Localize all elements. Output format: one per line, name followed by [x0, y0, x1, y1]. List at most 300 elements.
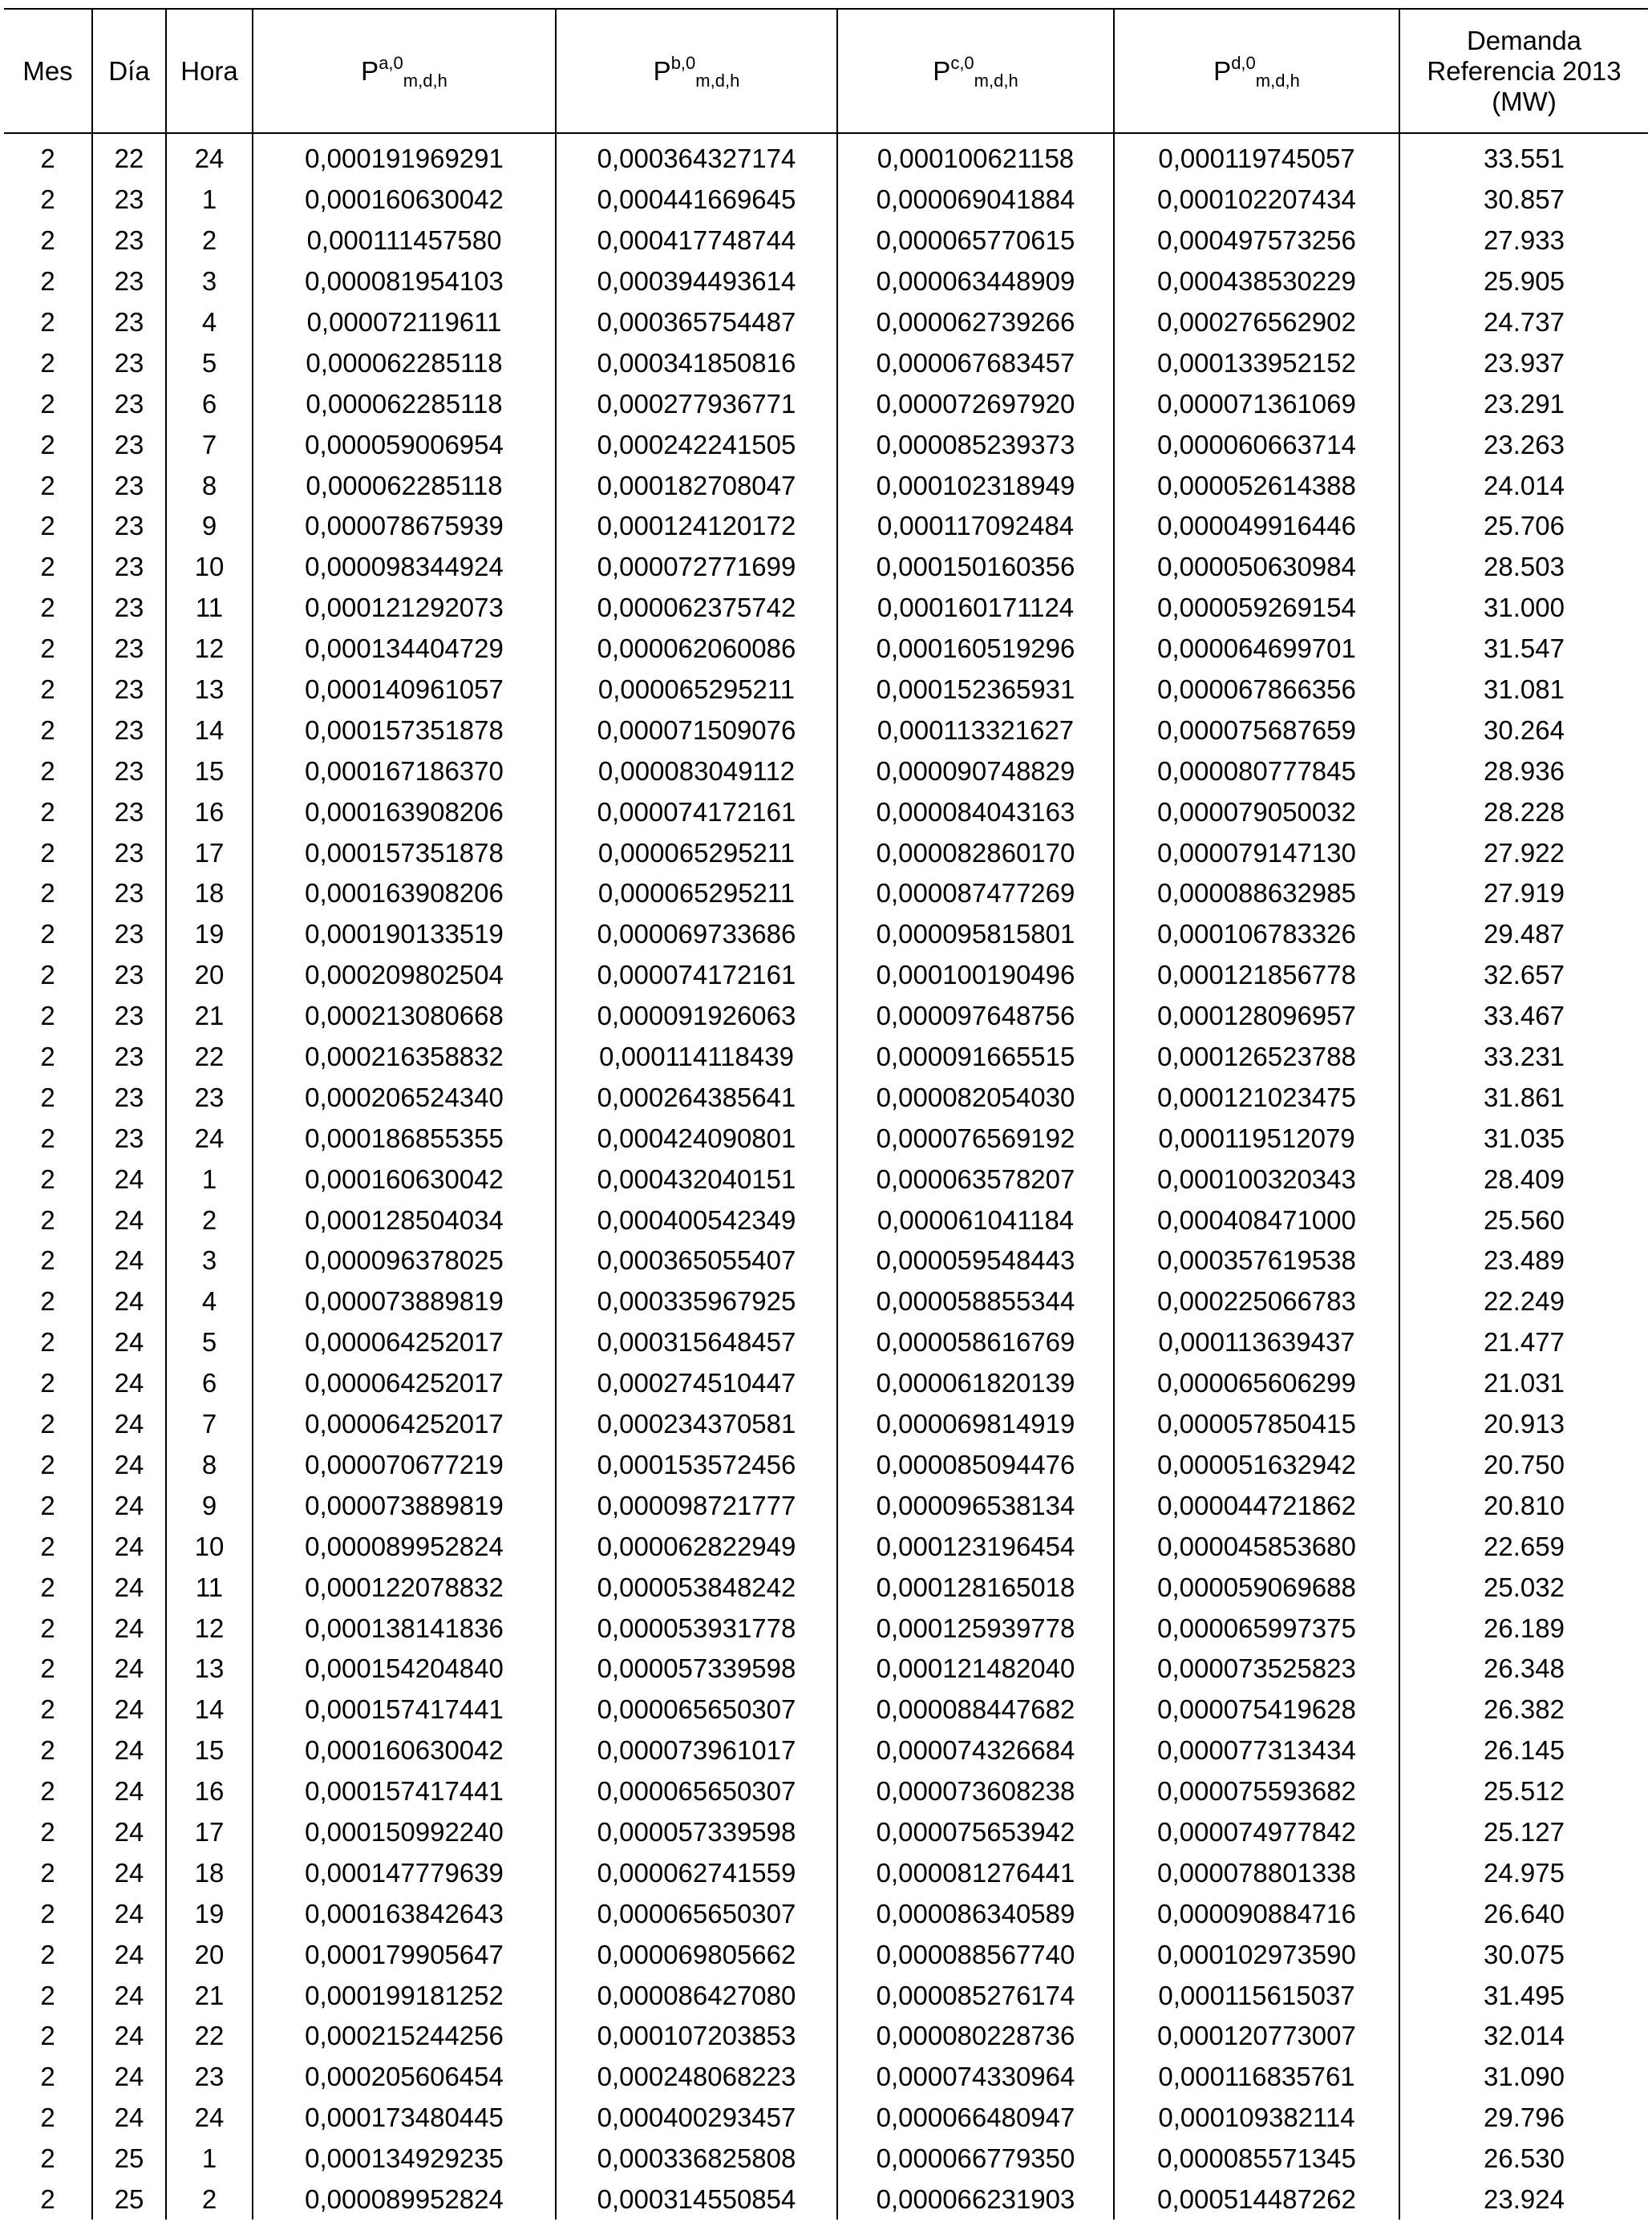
cell-demanda: 29.796	[1399, 2098, 1648, 2139]
cell-hora: 17	[166, 1812, 253, 1853]
cell-pb: 0,000315648457	[556, 1322, 837, 1363]
cell-pb: 0,000424090801	[556, 1118, 837, 1159]
cell-dia: 24	[92, 2057, 166, 2098]
cell-hora: 1	[166, 180, 253, 221]
cell-pb: 0,000335967925	[556, 1281, 837, 1322]
header-pa-sup: a,0	[379, 52, 403, 73]
cell-pc: 0,000061820139	[837, 1363, 1114, 1404]
cell-mes: 2	[40, 1857, 55, 1888]
cell-dia: 24	[92, 1322, 166, 1363]
cell-pb: 0,000124120172	[556, 506, 837, 547]
cell-pb: 0,000153572456	[556, 1445, 837, 1486]
table-row	[4, 2098, 1648, 2139]
cell-dia: 24	[92, 1363, 166, 1404]
cell-pa: 0,000154204840	[253, 1649, 556, 1690]
cell-dia: 24	[92, 1159, 166, 1200]
table-row	[4, 1159, 1648, 1200]
cell-hora: 20	[166, 1934, 253, 1975]
cell-mes: 2	[40, 1286, 55, 1317]
cell-pb: 0,000365055407	[556, 1240, 837, 1281]
cell-pc: 0,000100621158	[837, 139, 1114, 180]
table-row	[4, 221, 1648, 261]
cell-hora: 16	[166, 1771, 253, 1812]
cell-dia: 23	[92, 629, 166, 670]
cell-hora: 23	[166, 2057, 253, 2098]
cell-pa: 0,000140961057	[253, 670, 556, 710]
cell-pa: 0,000160630042	[253, 1730, 556, 1771]
cell-pa: 0,000062285118	[253, 383, 556, 424]
cell-hora: 11	[166, 588, 253, 629]
cell-pa: 0,000157351878	[253, 710, 556, 751]
cell-dia: 24	[92, 2016, 166, 2057]
cell-pc: 0,000088447682	[837, 1690, 1114, 1730]
cell-dia: 23	[92, 1037, 166, 1078]
cell-pb: 0,000248068223	[556, 2057, 837, 2098]
cell-pc: 0,000072697920	[837, 383, 1114, 424]
cell-pd: 0,000045853680	[1114, 1526, 1399, 1567]
cell-pc: 0,000074330964	[837, 2057, 1114, 2098]
cell-mes: 2	[40, 2062, 55, 2092]
cell-mes: 2	[40, 1123, 55, 1153]
cell-pa: 0,000209802504	[253, 955, 556, 996]
cell-dia: 23	[92, 873, 166, 914]
cell-hora: 20	[166, 955, 253, 996]
cell-pb: 0,000432040151	[556, 1159, 837, 1200]
cell-hora: 9	[166, 506, 253, 547]
cell-mes: 2	[40, 1572, 55, 1602]
header-row	[4, 9, 1648, 133]
cell-demanda: 27.919	[1399, 873, 1648, 914]
cell-pa: 0,000157351878	[253, 832, 556, 873]
cell-pb: 0,000394493614	[556, 261, 837, 302]
cell-demanda: 33.467	[1399, 996, 1648, 1037]
cell-pd: 0,000079050032	[1114, 791, 1399, 832]
cell-hora: 24	[166, 1118, 253, 1159]
cell-pc: 0,000090748829	[837, 751, 1114, 791]
cell-pd: 0,000067866356	[1114, 670, 1399, 710]
table-row	[4, 629, 1648, 670]
cell-pb: 0,000091926063	[556, 996, 837, 1037]
cell-pd: 0,000075687659	[1114, 710, 1399, 751]
cell-pb: 0,000065650307	[556, 1771, 837, 1812]
cell-pc: 0,000102318949	[837, 465, 1114, 506]
cell-pb: 0,000062375742	[556, 588, 837, 629]
cell-dia: 23	[92, 1118, 166, 1159]
cell-pd: 0,000119512079	[1114, 1118, 1399, 1159]
cell-mes: 2	[40, 266, 55, 297]
cell-mes: 2	[40, 1531, 55, 1561]
cell-pa: 0,000179905647	[253, 1934, 556, 1975]
cell-pa: 0,000147779639	[253, 1852, 556, 1893]
cell-pc: 0,000152365931	[837, 670, 1114, 710]
cell-pd: 0,000064699701	[1114, 629, 1399, 670]
cell-pd: 0,000225066783	[1114, 1281, 1399, 1322]
cell-demanda: 28.503	[1399, 547, 1648, 588]
cell-pc: 0,000085239373	[837, 424, 1114, 465]
cell-pd: 0,000071361069	[1114, 383, 1399, 424]
cell-mes: 2	[40, 1939, 55, 1969]
cell-pa: 0,000190133519	[253, 914, 556, 955]
cell-mes: 2	[40, 1449, 55, 1479]
cell-mes: 2	[40, 1694, 55, 1725]
cell-dia: 24	[92, 1649, 166, 1690]
cell-pb: 0,000065295211	[556, 873, 837, 914]
cell-pc: 0,000160171124	[837, 588, 1114, 629]
cell-mes: 2	[40, 1001, 55, 1031]
cell-demanda: 25.512	[1399, 1771, 1648, 1812]
cell-demanda: 24.975	[1399, 1852, 1648, 1893]
cell-pa: 0,000163842643	[253, 1893, 556, 1934]
cell-mes: 2	[40, 1327, 55, 1358]
cell-mes: 2	[40, 1368, 55, 1398]
cell-demanda: 23.489	[1399, 1240, 1648, 1281]
table-row	[4, 1852, 1648, 1893]
cell-pa: 0,000216358832	[253, 1037, 556, 1078]
cell-pd: 0,000078801338	[1114, 1852, 1399, 1893]
cell-pb: 0,000065650307	[556, 1690, 837, 1730]
cell-pb: 0,000069733686	[556, 914, 837, 955]
cell-pc: 0,000069814919	[837, 1404, 1114, 1445]
cell-pb: 0,000242241505	[556, 424, 837, 465]
cell-pd: 0,000085571345	[1114, 2139, 1399, 2179]
cell-demanda: 25.560	[1399, 1200, 1648, 1240]
table-row	[4, 1445, 1648, 1486]
cell-hora: 17	[166, 832, 253, 873]
cell-pb: 0,000086427080	[556, 1975, 837, 2016]
cell-demanda: 26.145	[1399, 1730, 1648, 1771]
cell-dia: 24	[92, 1404, 166, 1445]
table-row	[4, 1485, 1648, 1526]
cell-pb: 0,000400542349	[556, 1200, 837, 1240]
cell-pc: 0,000081276441	[837, 1852, 1114, 1893]
cell-pd: 0,000121856778	[1114, 955, 1399, 996]
header-pc	[837, 9, 1114, 133]
cell-pd: 0,000074977842	[1114, 1812, 1399, 1853]
cell-hora: 12	[166, 1608, 253, 1649]
cell-dia: 24	[92, 1975, 166, 2016]
cell-hora: 10	[166, 1526, 253, 1567]
cell-pd: 0,000075593682	[1114, 1771, 1399, 1812]
cell-dia: 23	[92, 342, 166, 383]
cell-pa: 0,000059006954	[253, 424, 556, 465]
cell-pb: 0,000341850816	[556, 342, 837, 383]
cell-pb: 0,000073961017	[556, 1730, 837, 1771]
cell-pc: 0,000066480947	[837, 2098, 1114, 2139]
cell-pd: 0,000115615037	[1114, 1975, 1399, 2016]
cell-demanda: 26.530	[1399, 2139, 1648, 2179]
cell-pc: 0,000087477269	[837, 873, 1114, 914]
cell-mes: 2	[40, 2184, 55, 2214]
table-row	[4, 506, 1648, 547]
cell-dia: 24	[92, 1690, 166, 1730]
header-pc-sup: c,0	[950, 52, 974, 73]
cell-hora: 24	[166, 139, 253, 180]
cell-mes: 2	[40, 225, 55, 256]
cell-hora: 21	[166, 1975, 253, 2016]
cell-dia: 24	[92, 1485, 166, 1526]
cell-mes: 2	[40, 1245, 55, 1276]
cell-pa: 0,000081954103	[253, 261, 556, 302]
cell-pa: 0,000134404729	[253, 629, 556, 670]
cell-mes: 2	[40, 429, 55, 459]
cell-pa: 0,000215244256	[253, 2016, 556, 2057]
cell-pb: 0,000062822949	[556, 1526, 837, 1567]
cell-pc: 0,000066779350	[837, 2139, 1114, 2179]
cell-dia: 23	[92, 261, 166, 302]
cell-dia: 24	[92, 1526, 166, 1567]
cell-pa: 0,000089952824	[253, 2179, 556, 2220]
cell-pd: 0,000102207434	[1114, 180, 1399, 221]
cell-pb: 0,000057339598	[556, 1812, 837, 1853]
cell-hora: 24	[166, 2098, 253, 2139]
cell-hora: 5	[166, 342, 253, 383]
cell-mes: 2	[40, 1164, 55, 1194]
cell-demanda: 28.228	[1399, 791, 1648, 832]
cell-mes: 2	[40, 755, 55, 786]
cell-pc: 0,000065770615	[837, 221, 1114, 261]
cell-dia: 24	[92, 1445, 166, 1486]
cell-pd: 0,000121023475	[1114, 1077, 1399, 1118]
cell-pc: 0,000086340589	[837, 1893, 1114, 1934]
table-row	[4, 424, 1648, 465]
cell-demanda: 23.924	[1399, 2179, 1648, 2220]
cell-pc: 0,000088567740	[837, 1934, 1114, 1975]
table-row	[4, 914, 1648, 955]
cell-pb: 0,000400293457	[556, 2098, 837, 2139]
cell-hora: 23	[166, 1077, 253, 1118]
cell-dia: 25	[92, 2179, 166, 2220]
table-row	[4, 1322, 1648, 1363]
cell-pa: 0,000134929235	[253, 2139, 556, 2179]
cell-pc: 0,000091665515	[837, 1037, 1114, 1078]
cell-demanda: 25.706	[1399, 506, 1648, 547]
cell-pb: 0,000441669645	[556, 180, 837, 221]
cell-pb: 0,000057339598	[556, 1649, 837, 1690]
cell-pa: 0,000206524340	[253, 1077, 556, 1118]
cell-pc: 0,000096538134	[837, 1485, 1114, 1526]
cell-pa: 0,000073889819	[253, 1485, 556, 1526]
table-row	[4, 996, 1648, 1037]
cell-demanda: 32.014	[1399, 2016, 1648, 2057]
header-pa	[253, 9, 556, 133]
cell-pc: 0,000085094476	[837, 1445, 1114, 1486]
table-row	[4, 1934, 1648, 1975]
cell-dia: 23	[92, 506, 166, 547]
cell-hora: 5	[166, 1322, 253, 1363]
cell-pa: 0,000070677219	[253, 1445, 556, 1486]
cell-hora: 14	[166, 710, 253, 751]
cell-demanda: 20.750	[1399, 1445, 1648, 1486]
cell-pa: 0,000073889819	[253, 1281, 556, 1322]
table-row	[4, 1077, 1648, 1118]
cell-dia: 23	[92, 791, 166, 832]
header-pb-sub: m,d,h	[695, 70, 740, 91]
cell-pa: 0,000138141836	[253, 1608, 556, 1649]
cell-pc: 0,000063578207	[837, 1159, 1114, 1200]
header-pd	[1114, 9, 1399, 133]
cell-demanda: 24.014	[1399, 465, 1648, 506]
cell-dia: 23	[92, 383, 166, 424]
header-pc-sub: m,d,h	[974, 70, 1018, 91]
cell-pa: 0,000213080668	[253, 996, 556, 1037]
cell-mes: 2	[40, 388, 55, 419]
cell-pc: 0,000062739266	[837, 302, 1114, 343]
table-body	[4, 133, 1648, 2220]
cell-demanda: 24.737	[1399, 302, 1648, 343]
cell-hora: 8	[166, 1445, 253, 1486]
cell-dia: 24	[92, 1567, 166, 1608]
cell-mes: 2	[40, 1735, 55, 1766]
cell-demanda: 30.857	[1399, 180, 1648, 221]
cell-pc: 0,000063448909	[837, 261, 1114, 302]
cell-dia: 22	[92, 139, 166, 180]
cell-hora: 22	[166, 1037, 253, 1078]
cell-mes: 2	[40, 2143, 55, 2174]
cell-mes: 2	[40, 347, 55, 378]
cell-pa: 0,000111457580	[253, 221, 556, 261]
cell-hora: 6	[166, 1363, 253, 1404]
cell-dia: 23	[92, 1077, 166, 1118]
cell-pd: 0,000113639437	[1114, 1322, 1399, 1363]
cell-pa: 0,000121292073	[253, 588, 556, 629]
cell-demanda: 31.090	[1399, 2057, 1648, 2098]
cell-dia: 24	[92, 1771, 166, 1812]
cell-dia: 23	[92, 955, 166, 996]
header-demanda-line-3: (MW)	[1492, 86, 1557, 116]
cell-pd: 0,000052614388	[1114, 465, 1399, 506]
cell-pd: 0,000057850415	[1114, 1404, 1399, 1445]
table-row	[4, 1975, 1648, 2016]
cell-mes: 2	[40, 1653, 55, 1684]
table-row	[4, 2057, 1648, 2098]
table-row	[4, 1363, 1648, 1404]
cell-pc: 0,000080228736	[837, 2016, 1114, 2057]
header-pb	[556, 9, 837, 133]
cell-hora: 6	[166, 383, 253, 424]
cell-mes: 2	[40, 796, 55, 827]
cell-pc: 0,000121482040	[837, 1649, 1114, 1690]
cell-hora: 22	[166, 2016, 253, 2057]
cell-hora: 18	[166, 873, 253, 914]
cell-pb: 0,000074172161	[556, 791, 837, 832]
cell-pd: 0,000100320343	[1114, 1159, 1399, 1200]
cell-pc: 0,000095815801	[837, 914, 1114, 955]
cell-pb: 0,000065650307	[556, 1893, 837, 1934]
cell-demanda: 31.861	[1399, 1077, 1648, 1118]
cell-pb: 0,000065295211	[556, 670, 837, 710]
cell-mes: 2	[40, 919, 55, 949]
cell-demanda: 27.922	[1399, 832, 1648, 873]
cell-pb: 0,000365754487	[556, 302, 837, 343]
cell-mes: 2	[40, 1204, 55, 1235]
header-demanda	[1399, 9, 1648, 133]
cell-pc: 0,000085276174	[837, 1975, 1114, 2016]
header-pa-base: P	[361, 55, 379, 86]
cell-pc: 0,000128165018	[837, 1567, 1114, 1608]
header-demanda-line-2: Referencia 2013	[1427, 55, 1622, 86]
cell-pa: 0,000160630042	[253, 180, 556, 221]
cell-hora: 13	[166, 670, 253, 710]
cell-pd: 0,000075419628	[1114, 1690, 1399, 1730]
cell-demanda: 26.382	[1399, 1690, 1648, 1730]
cell-pb: 0,000114118439	[556, 1037, 837, 1078]
cell-pd: 0,000109382114	[1114, 2098, 1399, 2139]
cell-pd: 0,000276562902	[1114, 302, 1399, 343]
cell-pa: 0,000160630042	[253, 1159, 556, 1200]
cell-demanda: 30.075	[1399, 1934, 1648, 1975]
cell-mes: 2	[40, 1816, 55, 1847]
cell-dia: 24	[92, 1893, 166, 1934]
header-pb-base: P	[653, 55, 671, 86]
header-dia: Día	[92, 9, 166, 133]
cell-pc: 0,000061041184	[837, 1200, 1114, 1240]
cell-pc: 0,000067683457	[837, 342, 1114, 383]
cell-mes: 2	[40, 714, 55, 745]
cell-mes: 2	[40, 1042, 55, 1072]
cell-hora: 2	[166, 2179, 253, 2220]
cell-pc: 0,000066231903	[837, 2179, 1114, 2220]
cell-pc: 0,000074326684	[837, 1730, 1114, 1771]
cell-pa: 0,000167186370	[253, 751, 556, 791]
table-row	[4, 1404, 1648, 1445]
cell-pd: 0,000133952152	[1114, 342, 1399, 383]
cell-pb: 0,000314550854	[556, 2179, 837, 2220]
header-pb-sup: b,0	[670, 52, 696, 73]
cell-demanda: 32.657	[1399, 955, 1648, 996]
cell-hora: 7	[166, 424, 253, 465]
cell-pa: 0,000157417441	[253, 1771, 556, 1812]
cell-pc: 0,000076569192	[837, 1118, 1114, 1159]
cell-dia: 24	[92, 1852, 166, 1893]
cell-pb: 0,000053931778	[556, 1608, 837, 1649]
cell-pd: 0,000077313434	[1114, 1730, 1399, 1771]
cell-mes: 2	[40, 552, 55, 582]
cell-pb: 0,000062741559	[556, 1852, 837, 1893]
cell-demanda: 27.933	[1399, 221, 1648, 261]
cell-dia: 23	[92, 670, 166, 710]
cell-pa: 0,000089952824	[253, 1526, 556, 1567]
table-row	[4, 710, 1648, 751]
cell-pb: 0,000071509076	[556, 710, 837, 751]
cell-pb: 0,000277936771	[556, 383, 837, 424]
cell-pd: 0,000116835761	[1114, 2057, 1399, 2098]
cell-pd: 0,000120773007	[1114, 2016, 1399, 2057]
cell-pc: 0,000113321627	[837, 710, 1114, 751]
cell-dia: 24	[92, 1934, 166, 1975]
cell-mes: 2	[40, 1776, 55, 1807]
cell-mes: 2	[40, 2021, 55, 2051]
cell-pa: 0,000064252017	[253, 1322, 556, 1363]
header-pd-sub: m,d,h	[1255, 70, 1300, 91]
cell-pc: 0,000150160356	[837, 547, 1114, 588]
cell-mes: 2	[40, 307, 55, 337]
cell-mes: 2	[40, 960, 55, 990]
cell-mes: 2	[40, 1082, 55, 1112]
cell-mes: 2	[40, 1490, 55, 1520]
cell-pa: 0,000163908206	[253, 791, 556, 832]
cell-pb: 0,000234370581	[556, 1404, 837, 1445]
cell-pa: 0,000150992240	[253, 1812, 556, 1853]
table-row	[4, 791, 1648, 832]
demand-table	[4, 8, 1648, 2220]
cell-pd: 0,000102973590	[1114, 1934, 1399, 1975]
cell-pa: 0,000078675939	[253, 506, 556, 547]
table-row	[4, 1240, 1648, 1281]
header-pd-sup: d,0	[1231, 52, 1256, 73]
header-pa-sub: m,d,h	[403, 70, 447, 91]
cell-pd: 0,000119745057	[1114, 139, 1399, 180]
cell-pb: 0,000072771699	[556, 547, 837, 588]
